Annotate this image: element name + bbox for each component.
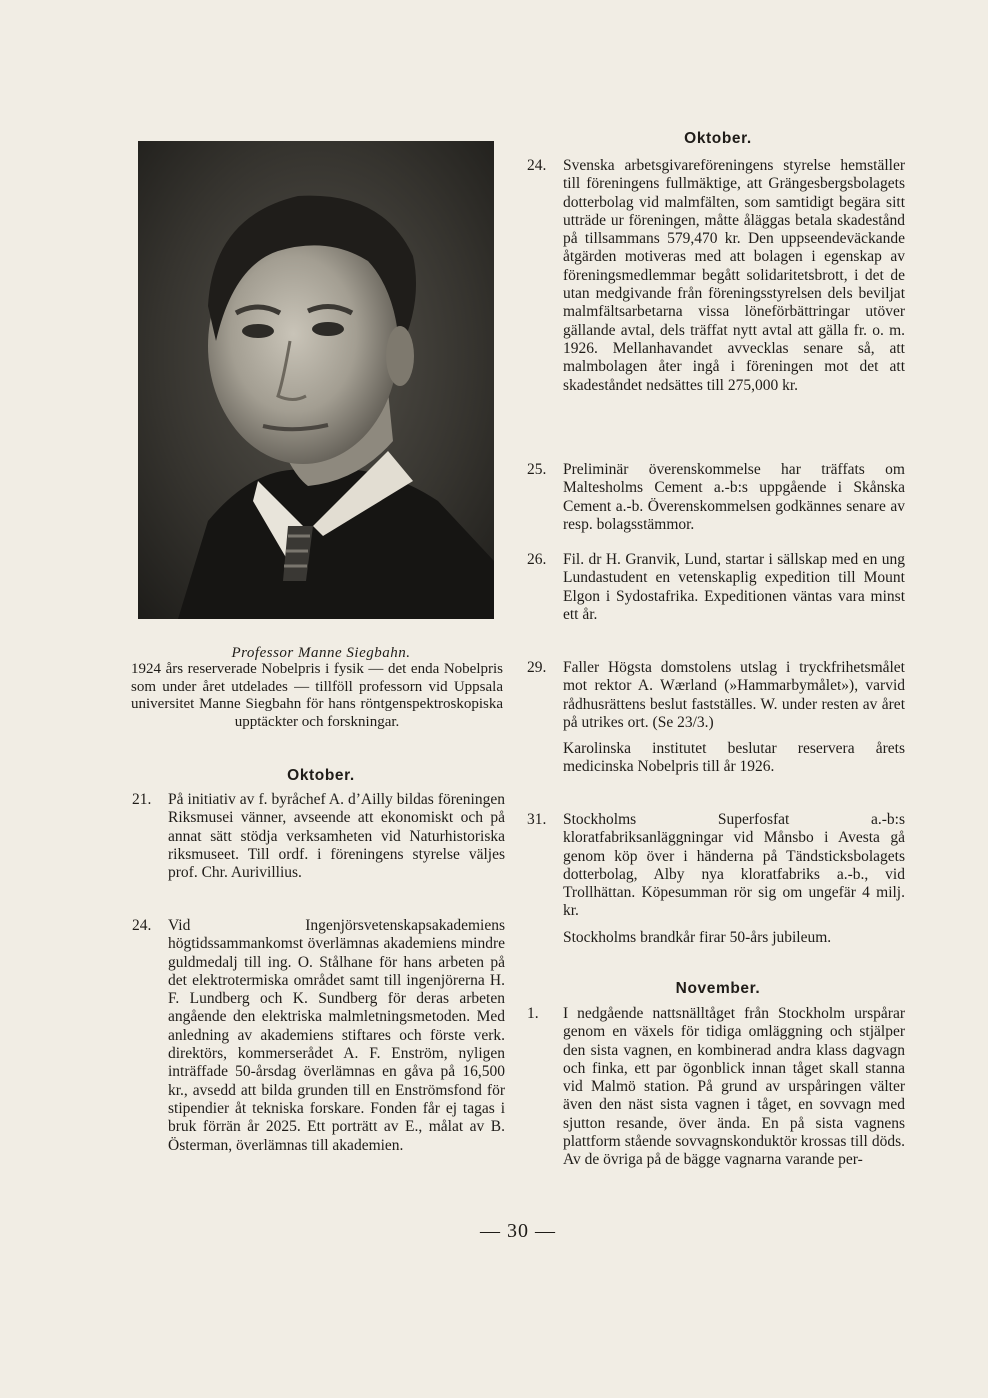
right-entry	[527, 659, 905, 777]
right-entry	[527, 551, 905, 624]
right-entry	[527, 157, 905, 395]
portrait-photo	[138, 141, 494, 619]
right-heading-october: Oktober.	[684, 130, 752, 147]
entry-text: Vid Ingenjörsvetenskapsakademiens högtidssammankomst överlämnas akademiens mindre guldmedalj till ing. O. Stålhane för hans arbeten på det elektrotermiska området samt till ingenjörerna H. F. Lundberg och K. Sundberg för deras arbeten angående den elektriska malmletningsmetoden. Med anledning av akademiens stiftares och förste verk. direktörs, kommerserådet A. F. Enström, nyligen inträffade 50-årsdag överlämnas en gåva på 16,500 kr., avsedd att bilda grunden till en Enströmsfond för stipendier åt tekniska forskare. Fonden får ej tagas i bruk förrän år 2025. Ett porträtt av E., målat av B. Österman, överlämnas till akademien.	[168, 917, 505, 1154]
portrait-image	[138, 141, 494, 619]
left-entry	[132, 917, 505, 1155]
entry-day: 25.	[527, 461, 547, 478]
entry-text: I nedgående nattsnälltåget från Stockholm urspårar genom en växels för tidiga omläggning och stjälper den sista vagnen, en kombinerad andra klass dagvagn och finka, ett par ögonblick innan tåget skall stanna vid Malmö station. På grund av urspåringen välter även den näst sista vagnen i tåget, en sovvagn med sjutton resande, över ända. En på sista vagnens plattform stående sovvagnskonduktör krossas till döds. Av de övriga på de bägge vagnarna varande per-	[563, 1005, 905, 1169]
left-heading-october: Oktober.	[287, 767, 355, 784]
photo-caption-text: 1924 års reserverade Nobelpris i fysik — det enda Nobelpris som under året utdelades — tillföll professorn vid Uppsala universitet Manne Siegbahn för hans röntgenspektroskopiska upptäckter och forskningar.	[131, 661, 503, 730]
entry-day: 29.	[527, 659, 547, 676]
entry-extra-text: Karolinska institutet beslutar reservera årets medicinska Nobelpris till år 1926.	[563, 740, 905, 776]
right-heading-november: November.	[675, 980, 761, 997]
entry-text: Stockholms Superfosfat a.-b:s kloratfabriksanläggningar vid Månsbo i Avesta gå genom köp över i händerna på Tändsticksbolagets dotterbolag, Alby nya kloratfabriks a.-b., vid Trollhättan. Köpesumman rör sig om ungefär 4 milj. kr.	[563, 811, 905, 920]
entry-day: 24.	[132, 917, 152, 934]
entry-text: Svenska arbetsgivareföreningens styrelse hemställer till föreningens fullmäktige, att Grängesbergsbolagets dotterbolag vid malmfälten, som samtidigt begära sitt utträde ur föreningen, måtte åläggas betala skadestånd på tillsammans 579,470 kr. Den uppseendeväckande åtgärden motiveras med att bolagen i egenskap av föreningsmedlemmar begått solidaritetsbrott, i det de utan medgivande från föreningsstyrelsen dels beviljat malmfältsarbetarna vissa löneförbättringar utöver gällande avtal, dels träffat nytt avtal att gälla fr. o. m. 1926. Mellanhavandet avvecklas senare så, att malmbolagen åter ingå i föreningen mot det att skadeståndet nedsättes till 275,000 kr.	[563, 157, 905, 394]
right-entry	[527, 1005, 905, 1170]
entry-day: 21.	[132, 791, 152, 808]
entry-day: 24.	[527, 157, 547, 174]
entry-day: 31.	[527, 811, 547, 828]
entry-day: 1.	[527, 1005, 539, 1022]
photo-caption-name: Professor Manne Siegbahn.	[231, 645, 411, 661]
entry-text: På initiativ av f. byråchef A. d’Ailly bildas föreningen Riksmusei vänner, avseende att ekonomiskt och på annat sätt stödja verksamheten vid Naturhistoriska riksmuseet. Till ordf. i föreningens styrelse väljes prof. Chr. Aurivillius.	[168, 791, 505, 882]
entry-text: Faller Högsta domstolens utslag i tryckfrihetsmålet mot rektor A. Wærland (»Hammarbymålet»), varvid rådhusrättens beslut fastställes. W. under resten av året på utrikes ort. (Se 23/3.)	[563, 659, 905, 731]
entry-text: Fil. dr H. Granvik, Lund, startar i sällskap med en ung Lundastudent en vetenskaplig expedition till Mount Elgon i Sydostafrika. Expeditionen väntas vara minst ett år.	[563, 551, 905, 623]
entry-text: Preliminär överenskommelse har träffats om Maltesholms Cement a.-b:s uppgående i Skånska Cement a.-b. Överenskommelsen godkännes senare av resp. bolagsstämmor.	[563, 461, 905, 533]
page-number: — 30 —	[480, 1220, 556, 1242]
right-entry	[527, 811, 905, 947]
right-entry	[527, 461, 905, 534]
entry-day: 26.	[527, 551, 547, 568]
left-entry	[132, 791, 505, 882]
entry-extra-text: Stockholms brandkår firar 50-års jubileum.	[563, 928, 832, 946]
